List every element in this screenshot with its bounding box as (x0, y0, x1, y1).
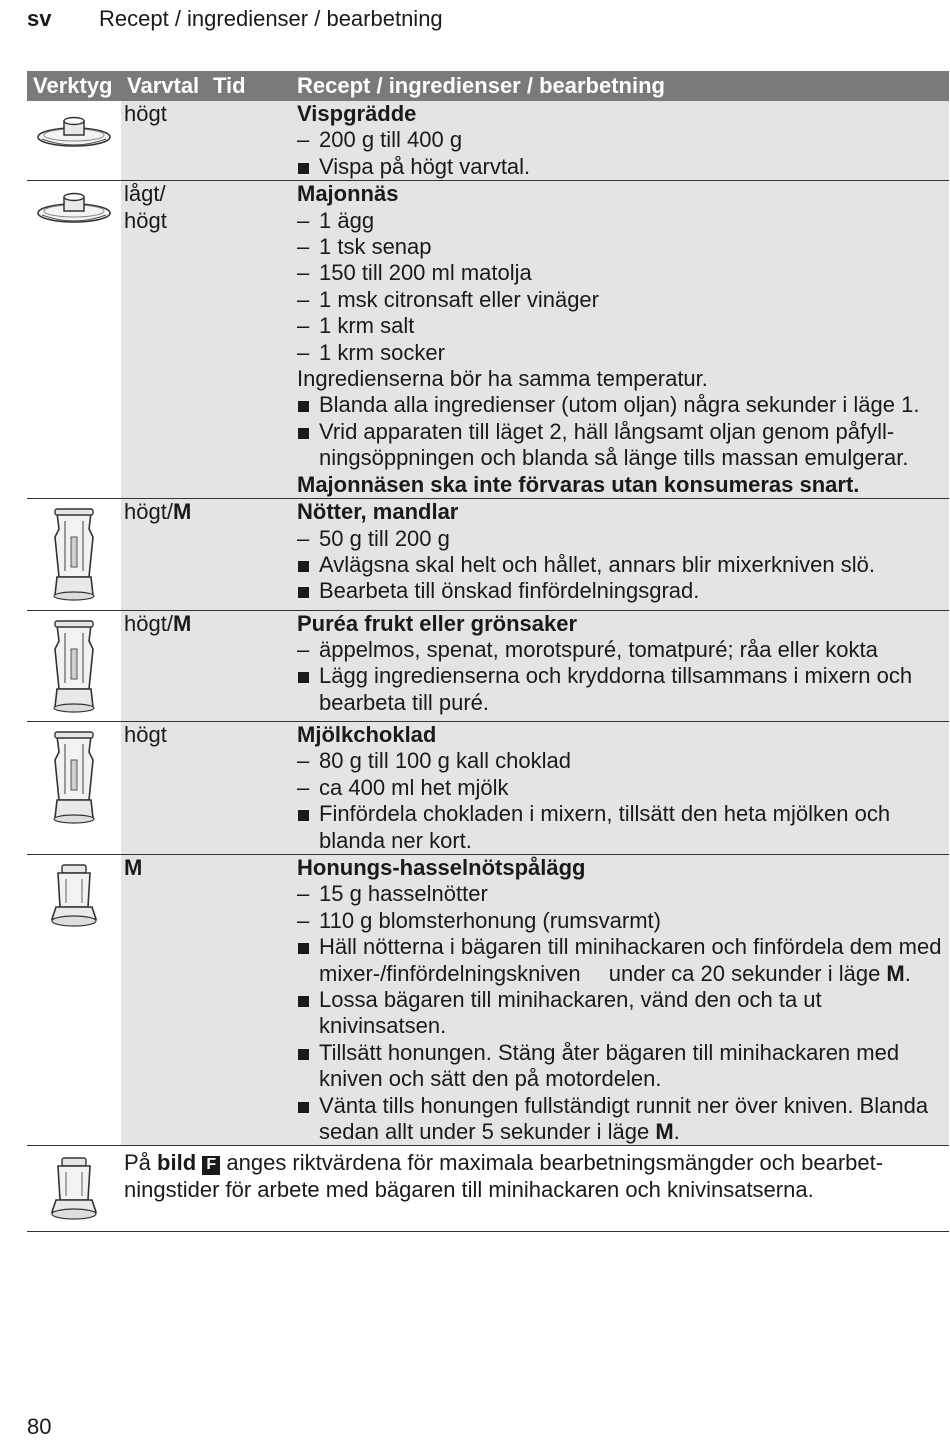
line-text: 15 g hasselnötter (319, 881, 488, 907)
table-row (27, 610, 949, 721)
ingredient-line (297, 234, 949, 260)
tool-cell (27, 101, 121, 181)
time-cell (207, 721, 293, 854)
line-text: ca 400 ml het mjölk (319, 774, 509, 800)
recipe-cell (293, 610, 949, 721)
mode-label: M (886, 960, 905, 986)
line-text: Lägg ingredienserna och kryddorna tillsammans i mixern och bearbeta till puré. (319, 663, 913, 715)
speed-value (124, 101, 207, 127)
speed-value (124, 611, 207, 637)
line-text: 1 ägg (319, 207, 375, 233)
page-header (27, 6, 443, 32)
instruction-line (297, 1093, 949, 1146)
instruction-line (297, 1040, 949, 1093)
speed-text: högt/ (124, 610, 173, 636)
time-cell (207, 181, 293, 499)
note-bold-word: bild (157, 1150, 197, 1176)
speed-mode: M (172, 610, 192, 636)
instruction-line (297, 663, 949, 716)
warning-line (297, 472, 949, 498)
speed-cell (121, 499, 207, 610)
dash-marker: – (297, 127, 310, 153)
header-time: Tid (207, 71, 293, 101)
tool-cell (27, 721, 121, 854)
speed-cell (121, 610, 207, 721)
ingredient-line (297, 340, 949, 366)
header-tool: Verktyg (27, 71, 121, 101)
note-line (297, 366, 949, 392)
speed-mode: M (124, 854, 143, 880)
speed-cell (121, 101, 207, 181)
bullet-square-icon (298, 401, 309, 412)
dash-marker: – (297, 774, 310, 800)
time-cell (207, 499, 293, 610)
line-text: Bearbeta till önskad finfördelningsgrad. (319, 578, 700, 604)
ingredient-line (297, 127, 949, 153)
recipe-cell (293, 181, 949, 499)
dash-marker: – (297, 313, 310, 339)
table-row (27, 854, 949, 1145)
dash-marker: – (297, 234, 310, 260)
table-header-row (27, 71, 949, 101)
speed-cell (121, 181, 207, 499)
speed-value (124, 722, 207, 748)
header-recipe: Recept / ingredienser / bearbetning (293, 71, 949, 101)
section-title: Recept / ingredienser / bearbetning (99, 6, 443, 31)
time-cell (207, 854, 293, 1145)
line-text: Vispa på högt varvtal. (319, 153, 531, 179)
recipe-table (27, 71, 949, 1232)
dash-marker: – (297, 881, 310, 907)
line-text: 50 g till 200 g (319, 525, 450, 551)
line-tail: . (904, 960, 911, 986)
line-text: Lossa bägaren till minihackaren, vänd den och ta ut knivinsatsen. (319, 986, 822, 1039)
bullet-square-icon (298, 163, 309, 174)
dash-marker: – (297, 907, 310, 933)
tool-cell (27, 1146, 121, 1232)
recipe-title: Honungs-hasselnötspålägg (297, 854, 586, 880)
page-number: 80 (27, 1414, 52, 1439)
line-text: Avlägsna skal helt och hållet, annars blir mixerkniven slö. (319, 551, 875, 577)
ingredient-line (297, 881, 949, 907)
tool-cell (27, 499, 121, 610)
time-cell (207, 610, 293, 721)
ingredient-line (297, 775, 949, 801)
dash-marker: – (297, 525, 310, 551)
line-text: Blanda alla ingredienser (utom oljan) några sekunder i läge 1. (319, 392, 920, 418)
note-prefix: På (124, 1150, 158, 1176)
recipe-cell (293, 101, 949, 181)
instruction-line (297, 987, 949, 1040)
blender-jug-icon (27, 507, 121, 609)
speed-value (124, 208, 207, 234)
bullet-square-icon (298, 587, 309, 598)
note-text (121, 1146, 949, 1232)
table-row (27, 101, 949, 181)
ingredient-line (297, 313, 949, 339)
time-cell (207, 101, 293, 181)
dash-marker: – (297, 207, 310, 233)
line-text: Vänta tills honungen fullständigt runnit ner över kniven. Blanda sedan allt under 5 sekunder i läge (319, 1092, 929, 1144)
ingredient-line (297, 748, 949, 774)
bullet-square-icon (298, 428, 309, 439)
tool-cell (27, 610, 121, 721)
recipe-cell (293, 721, 949, 854)
ingredient-line (297, 908, 949, 934)
ingredient-line (297, 637, 949, 663)
header-speed: Varvtal (121, 71, 207, 101)
figure-label: F (202, 1156, 220, 1175)
speed-text: högt (124, 101, 167, 126)
instruction-line (297, 154, 949, 180)
speed-cell (121, 721, 207, 854)
recipe-title: Mjölkchoklad (297, 721, 437, 747)
language-code: sv (27, 6, 52, 31)
recipe-title: Vispgrädde (297, 101, 417, 126)
instruction-line (297, 801, 949, 854)
dash-marker: – (297, 286, 310, 312)
note-row (27, 1146, 949, 1232)
recipe-title: Majonnäs (297, 181, 399, 207)
line-text: 1 krm salt (319, 313, 415, 339)
tool-cell (27, 854, 121, 1145)
recipe-cell (293, 854, 949, 1145)
blender-jug-icon (27, 619, 121, 721)
line-text: 1 msk citronsaft eller vinäger (319, 286, 599, 312)
speed-text: högt/ (124, 499, 173, 525)
instruction-line (297, 392, 949, 418)
recipe-title: Puréa frukt eller grönsaker (297, 610, 578, 636)
mini-chopper-icon (27, 863, 121, 935)
whisk-disc-icon (27, 187, 121, 237)
instruction-line (297, 419, 949, 472)
speed-value (124, 499, 207, 525)
bullet-square-icon (298, 943, 309, 954)
table-row (27, 499, 949, 610)
line-text: Finfördela chokladen i mixern, tillsätt den heta mjölken och blanda ner kort. (319, 801, 891, 853)
ingredient-line (297, 260, 949, 286)
speed-mode: M (172, 499, 192, 525)
bullet-square-icon (298, 561, 309, 572)
line-text: Majonnäsen ska inte förvaras utan konsumeras snart. (297, 471, 860, 497)
line-text: 1 krm socker (319, 339, 445, 365)
dash-marker: – (297, 636, 310, 662)
speed-text: högt (124, 207, 167, 233)
dash-marker: – (297, 260, 310, 286)
mini-chopper-bowl-icon (27, 1156, 121, 1228)
blender-jug-icon (27, 730, 121, 832)
ingredient-line (297, 526, 949, 552)
speed-text: högt (124, 721, 167, 747)
bullet-square-icon (298, 1049, 309, 1060)
line-text: Häll nötterna i bägaren till minihackaren och finfördela dem med mixer-/finfördelningskniven under ca 20 sekunder i läge (319, 934, 942, 986)
line-text: Ingredienserna bör ha samma temperatur. (297, 366, 708, 392)
line-text: Vrid apparaten till läget 2, häll långsamt oljan genom påfyll-ningsöppningen och blanda så länge tills massan emulgerar. (319, 418, 909, 471)
speed-text: lågt/ (124, 181, 166, 207)
speed-value (124, 181, 207, 207)
table-row (27, 721, 949, 854)
instruction-line (297, 578, 949, 604)
line-text: Tillsätt honungen. Stäng åter bägaren till minihackaren med kniven och sätt den på motordelen. (319, 1039, 900, 1092)
dash-marker: – (297, 339, 310, 365)
line-text: äppelmos, spenat, morotspuré, tomatpuré; råa eller kokta (319, 636, 878, 662)
line-text: 80 g till 100 g kall choklad (319, 748, 571, 774)
bullet-square-icon (298, 996, 309, 1007)
speed-cell (121, 854, 207, 1145)
mode-label: M (655, 1119, 674, 1144)
line-text: 110 g blomsterhonung (rumsvarmt) (319, 907, 661, 933)
bullet-square-icon (298, 672, 309, 683)
ingredient-line (297, 287, 949, 313)
tool-cell (27, 181, 121, 499)
note-body: anges riktvärdena för maximala bearbetningsmängder och bearbet-ningstider för arbete med bägaren till minihackaren och knivinsatserna. (124, 1150, 884, 1202)
dash-marker: – (297, 748, 310, 774)
line-tail: . (673, 1119, 680, 1144)
recipe-cell (293, 499, 949, 610)
instruction-line (297, 934, 949, 987)
line-text: 200 g till 400 g (319, 127, 463, 153)
line-text: 1 tsk senap (319, 234, 432, 260)
instruction-line (297, 552, 949, 578)
ingredient-line (297, 208, 949, 234)
bullet-square-icon (298, 1102, 309, 1113)
line-text: 150 till 200 ml matolja (319, 260, 532, 286)
table-row (27, 181, 949, 499)
whisk-disc-icon (27, 111, 121, 161)
bullet-square-icon (298, 810, 309, 821)
recipe-title: Nötter, mandlar (297, 499, 459, 525)
